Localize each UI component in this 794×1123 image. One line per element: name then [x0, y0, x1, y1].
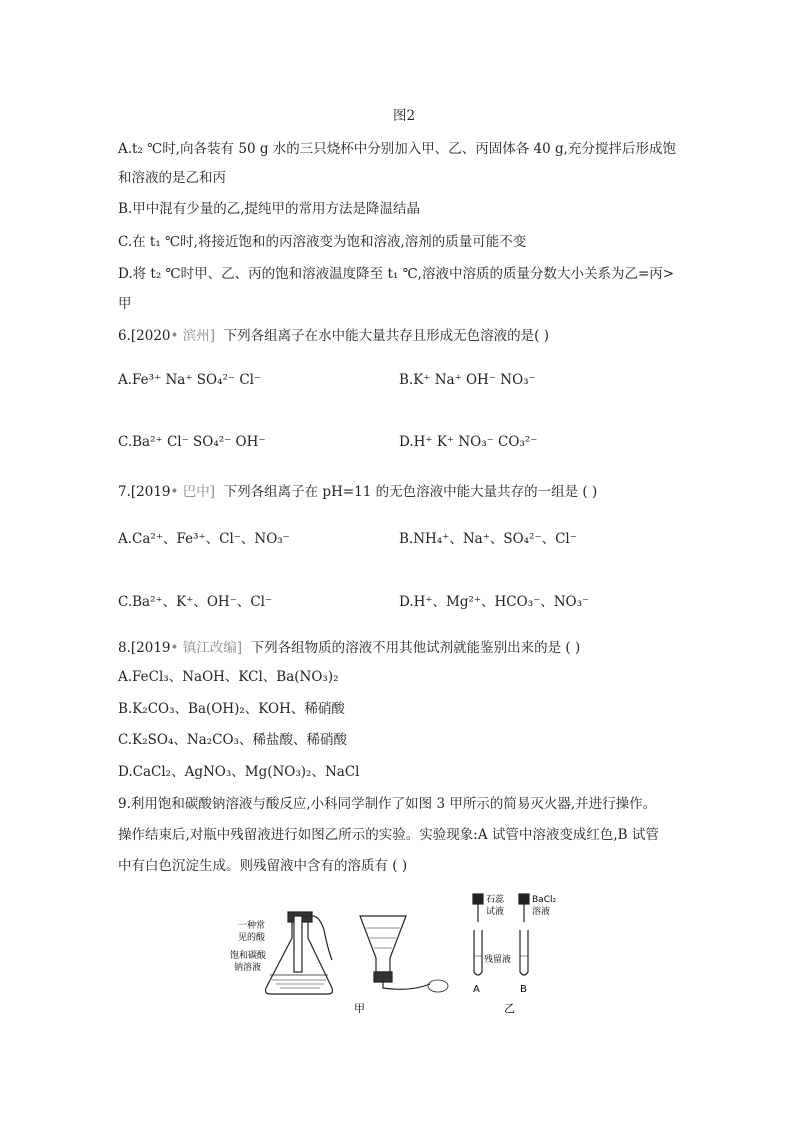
q9-stem-line3: 中有白色沉淀生成。则残留液中含有的溶质有 ( ) — [118, 858, 408, 874]
figure-3 — [220, 880, 580, 1020]
q8-option-c: C.K₂SO₄、Na₂CO₃、稀盐酸、稀硝酸 — [118, 732, 347, 748]
label-litmus-line2: 试液 — [486, 907, 505, 917]
q5-option-a-line2: 和溶液的是乙和丙 — [118, 170, 226, 186]
q5-option-d-line1: D.将 t₂ ℃时甲、乙、丙的饱和溶液温度降至 t₁ ℃,溶液中溶质的质量分数大小关系为乙=丙> — [118, 266, 675, 282]
figure-2-caption: 图2 — [393, 108, 416, 124]
q7-stem-line — [118, 480, 597, 500]
q7-option-d: D.H⁺、Mg²⁺、HCO₃⁻、NO₃⁻ — [399, 594, 590, 610]
q9-stem-line2: 操作结束后,对瓶中残留液进行如图乙所示的实验。实验现象:A 试管中溶液变成红色,B 试管 — [118, 827, 659, 843]
q6-stem-line — [118, 324, 549, 344]
q7-option-a: A.Ca²⁺、Fe³⁺、Cl⁻、NO₃⁻ — [118, 531, 290, 547]
q5-option-b: B.甲中混有少量的乙,提纯甲的常用方法是降温结晶 — [118, 201, 421, 217]
label-acid-line1: 一种常 — [238, 921, 266, 931]
tube-a-label: A — [473, 984, 480, 995]
label-na2co3-line2: 钠溶液 — [234, 963, 262, 973]
label-acid-line2: 见的酸 — [238, 933, 266, 943]
label-litmus-line1: 石蕊 — [486, 895, 505, 905]
q7-option-b: B.NH₄⁺、Na⁺、SO₄²⁻、Cl⁻ — [399, 531, 577, 547]
q8-source: • 镇江改编] — [170, 640, 243, 656]
q8-option-d: D.CaCl₂、AgNO₃、Mg(NO₃)₂、NaCl — [118, 764, 360, 780]
q6-option-a: A.Fe³⁺ Na⁺ SO₄²⁻ Cl⁻ — [118, 372, 262, 388]
tube-b-label: B — [520, 984, 527, 995]
q6-option-d: D.H⁺ K⁺ NO₃⁻ CO₃²⁻ — [399, 434, 538, 450]
caption-yi: 乙 — [504, 1002, 515, 1015]
apparatus-jia-flask — [266, 912, 333, 994]
label-bacl2-line2: 溶液 — [532, 907, 551, 917]
q5-option-d-line2: 甲 — [118, 296, 132, 312]
q8-option-b: B.K₂CO₃、Ba(OH)₂、KOH、稀硝酸 — [118, 701, 345, 717]
q6-source: • 滨州] — [170, 328, 216, 344]
q9-stem-line1: 9.利用饱和碳酸钠溶液与酸反应,小科同学制作了如图 3 甲所示的简易灭火器,并进行操作。 — [118, 796, 657, 812]
label-na2co3-line1: 饱和碳酸 — [230, 951, 267, 961]
q6-option-c: C.Ba²⁺ Cl⁻ SO₄²⁻ OH⁻ — [118, 434, 266, 450]
apparatus-jia-inverted — [360, 916, 448, 992]
q8-option-a: A.FeCl₃、NaOH、KCl、Ba(NO₃)₂ — [118, 669, 339, 685]
q7-source: • 巴中] — [170, 484, 216, 500]
q8-stem-line — [118, 636, 580, 656]
label-bacl2-line1: BaCl₂ — [532, 895, 557, 905]
q7-number: 7.[2019 — [118, 484, 171, 500]
q5-option-c: C.在 t₁ ℃时,将接近饱和的丙溶液变为饱和溶液,溶剂的质量可能不变 — [118, 234, 527, 250]
q6-option-b: B.K⁺ Na⁺ OH⁻ NO₃⁻ — [399, 372, 536, 388]
q7-option-c: C.Ba²⁺、K⁺、OH⁻、Cl⁻ — [118, 594, 273, 610]
q6-number: 6.[2020 — [118, 328, 171, 344]
label-residue: 残留液 — [484, 955, 512, 965]
q8-stem: 下列各组物质的溶液不用其他试剂就能鉴别出来的是 ( ) — [250, 640, 581, 656]
caption-jia: 甲 — [354, 1002, 365, 1015]
q8-number: 8.[2019 — [118, 640, 171, 656]
q5-option-a-line1: A.t₂ ℃时,向各装有 50 g 水的三只烧杯中分别加入甲、乙、丙固体各 40 g,充分搅拌后形成饱 — [118, 141, 676, 157]
q6-stem: 下列各组离子在水中能大量共存且形成无色溶液的是( ) — [223, 328, 549, 344]
q7-stem: 下列各组离子在 pH=11 的无色溶液中能大量共存的一组是 ( ) — [223, 484, 598, 500]
